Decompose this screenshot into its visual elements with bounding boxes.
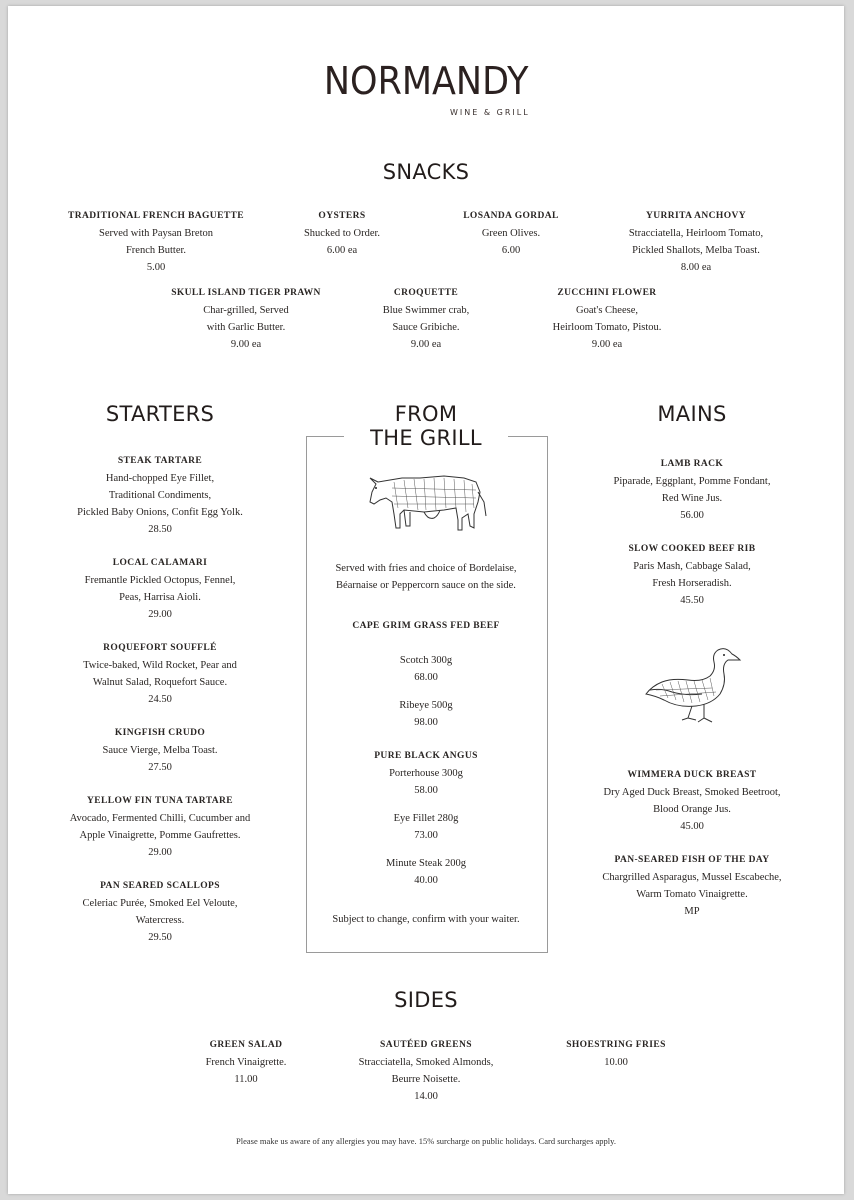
grill-item (308, 855, 544, 889)
item-name: GREEN SALAD (209, 1040, 283, 1050)
item-price: 68.00 (414, 672, 438, 683)
item-name: STEAK TARTARE (117, 456, 203, 466)
item-price: 9.00 ea (410, 339, 442, 350)
item-desc: Watercress. (135, 915, 185, 926)
item-desc: Celeriac Purée, Smoked Eel Veloute, (82, 898, 238, 909)
item-name: Scotch 300g (399, 655, 453, 666)
item-desc: Shucked to Order. (303, 228, 381, 239)
duck-icon (642, 644, 746, 724)
starter-item (50, 725, 270, 776)
item-name: CROQUETTE (393, 288, 459, 298)
item-desc: Pickled Baby Onions, Confit Egg Yolk. (77, 507, 243, 518)
item-price: 5.00 (146, 262, 166, 273)
item-name: PAN-SEARED FISH OF THE DAY (614, 855, 770, 865)
item-desc: Twice-baked, Wild Rocket, Pear and (83, 660, 237, 671)
item-price: 6.00 (501, 245, 521, 256)
item-price: 56.00 (680, 510, 704, 521)
starter-item (50, 555, 270, 623)
item-name: ROQUEFORT SOUFFLÉ (103, 643, 217, 653)
item-name: TRADITIONAL FRENCH BAGUETTE (67, 211, 245, 221)
item-price: 10.00 (604, 1057, 628, 1068)
item-desc: Char-grilled, Served (203, 305, 289, 316)
cow-icon (364, 468, 490, 538)
item-name: LAMB RACK (660, 459, 724, 469)
item-price: 6.00 ea (326, 245, 358, 256)
starters-list (50, 453, 270, 946)
item-price: 98.00 (414, 717, 438, 728)
item-desc: Served with Paysan Breton (98, 228, 214, 239)
item-price: 28.50 (148, 524, 172, 535)
side-item (176, 1037, 316, 1088)
item-price: 29.50 (148, 932, 172, 943)
mains-title: MAINS (657, 402, 727, 426)
item-desc: Peas, Harrisa Aioli. (119, 592, 201, 603)
item-name: ZUCCHINI FLOWER (557, 288, 657, 298)
item-desc: Sauce Gribiche. (392, 322, 460, 333)
item-price: 40.00 (414, 875, 438, 886)
item-desc: Beurre Noisette. (391, 1074, 461, 1085)
item-desc: Goat's Cheese, (576, 305, 638, 316)
item-desc: Piparade, Eggplant, Pomme Fondant, (613, 476, 771, 487)
item-desc: Dry Aged Duck Breast, Smoked Beetroot, (603, 787, 781, 798)
grill-intro (308, 560, 544, 594)
item-price: 29.00 (148, 847, 172, 858)
grill-group-title: CAPE GRIM GRASS FED BEEF (352, 621, 500, 631)
item-desc: French Butter. (125, 245, 187, 256)
grill-title-line1: FROM (394, 402, 458, 426)
starters-title: STARTERS (105, 402, 215, 426)
grill-item (308, 652, 544, 686)
item-price: 45.00 (680, 821, 704, 832)
item-price: 24.50 (148, 694, 172, 705)
item-price: 73.00 (414, 830, 438, 841)
item-price: 11.00 (234, 1074, 258, 1085)
brand-tagline: WINE & GRILL (450, 108, 530, 117)
item-desc: Hand-chopped Eye Fillet, (105, 473, 215, 484)
brand-header (8, 59, 844, 103)
item-desc: Pickled Shallots, Melba Toast. (632, 245, 760, 256)
snack-item (56, 208, 256, 276)
item-desc: with Garlic Butter. (206, 322, 286, 333)
item-desc: Chargrilled Asparagus, Mussel Escabeche, (602, 872, 782, 883)
starter-item (50, 453, 270, 538)
item-desc: Traditional Condiments, (108, 490, 212, 501)
item-name: YELLOW FIN TUNA TARTARE (86, 796, 234, 806)
item-desc: Stracciatella, Smoked Almonds, (358, 1057, 494, 1068)
footer-note: Please make us aware of any allergies you may have. 15% surcharge on public holidays. Card surcharges apply. (236, 1136, 616, 1146)
item-name: PAN SEARED SCALLOPS (100, 881, 220, 891)
item-desc: Fresh Horseradish. (652, 578, 732, 589)
main-item (582, 541, 802, 609)
grill-title-line2: THE GRILL (370, 426, 482, 450)
item-name: SHOESTRING FRIES (566, 1040, 666, 1050)
item-name: Eye Fillet 280g (393, 813, 459, 824)
item-name: KINGFISH CRUDO (114, 728, 206, 738)
starter-item (50, 878, 270, 946)
item-name: SAUTÉED GREENS (380, 1040, 472, 1050)
brand-name: NORMANDY (323, 59, 529, 103)
item-desc: Warm Tomato Vinaigrette. (636, 889, 748, 900)
item-name: Porterhouse 300g (389, 768, 463, 779)
main-item (572, 767, 812, 835)
item-desc: Walnut Salad, Roquefort Sauce. (92, 677, 228, 688)
item-name: LOCAL CALAMARI (112, 558, 208, 568)
grill-note: Subject to change, confirm with your waiter. (332, 914, 520, 925)
starter-item (50, 793, 270, 861)
snack-item (346, 285, 506, 353)
item-name: WIMMERA DUCK BREAST (627, 770, 757, 780)
snack-item (262, 208, 422, 259)
item-desc: Heirloom Tomato, Pistou. (552, 322, 662, 333)
item-price: 45.50 (680, 595, 704, 606)
item-price: 9.00 ea (230, 339, 262, 350)
starter-item (50, 640, 270, 708)
item-desc: Blood Orange Jus. (653, 804, 731, 815)
snack-item (156, 285, 336, 353)
item-name: SKULL ISLAND TIGER PRAWN (171, 288, 321, 298)
snacks-title: SNACKS (382, 160, 470, 184)
side-item (546, 1037, 686, 1071)
item-price: 58.00 (414, 785, 438, 796)
menu-page (8, 6, 844, 1194)
item-price: 9.00 ea (591, 339, 623, 350)
snack-item (527, 285, 687, 353)
item-desc: Blue Swimmer crab, (382, 305, 470, 316)
item-name: Ribeye 500g (399, 700, 453, 711)
snack-item (431, 208, 591, 259)
main-item (582, 456, 802, 524)
item-desc: French Vinaigrette. (205, 1057, 287, 1068)
item-desc: Fremantle Pickled Octopus, Fennel, (84, 575, 236, 586)
grill-item (308, 765, 544, 799)
sides-title: SIDES (394, 988, 458, 1012)
snack-item (596, 208, 796, 276)
item-name: LOSANDA GORDAL (463, 211, 559, 221)
item-price: 29.00 (148, 609, 172, 620)
item-name: SLOW COOKED BEEF RIB (628, 544, 756, 554)
item-price: 14.00 (414, 1091, 438, 1102)
item-desc: Red Wine Jus. (661, 493, 723, 504)
item-price: MP (684, 906, 700, 917)
side-item (336, 1037, 516, 1105)
grill-item (308, 810, 544, 844)
item-price: 27.50 (148, 762, 172, 773)
item-desc: Paris Mash, Cabbage Salad, (633, 561, 751, 572)
grill-intro-line: Served with fries and choice of Bordelaise, (335, 563, 517, 574)
item-desc: Sauce Vierge, Melba Toast. (102, 745, 218, 756)
grill-item (308, 697, 544, 731)
item-desc: Stracciatella, Heirloom Tomato, (628, 228, 764, 239)
item-name: YURRITA ANCHOVY (645, 211, 747, 221)
item-name: Minute Steak 200g (386, 858, 466, 869)
grill-group-title: PURE BLACK ANGUS (374, 751, 478, 761)
item-desc: Apple Vinaigrette, Pomme Gaufrettes. (79, 830, 241, 841)
main-item (572, 852, 812, 920)
item-desc: Green Olives. (481, 228, 541, 239)
item-price: 8.00 ea (680, 262, 712, 273)
item-name: OYSTERS (318, 211, 366, 221)
grill-intro-line: Béarnaise or Peppercorn sauce on the side. (336, 580, 516, 591)
item-desc: Avocado, Fermented Chilli, Cucumber and (69, 813, 251, 824)
